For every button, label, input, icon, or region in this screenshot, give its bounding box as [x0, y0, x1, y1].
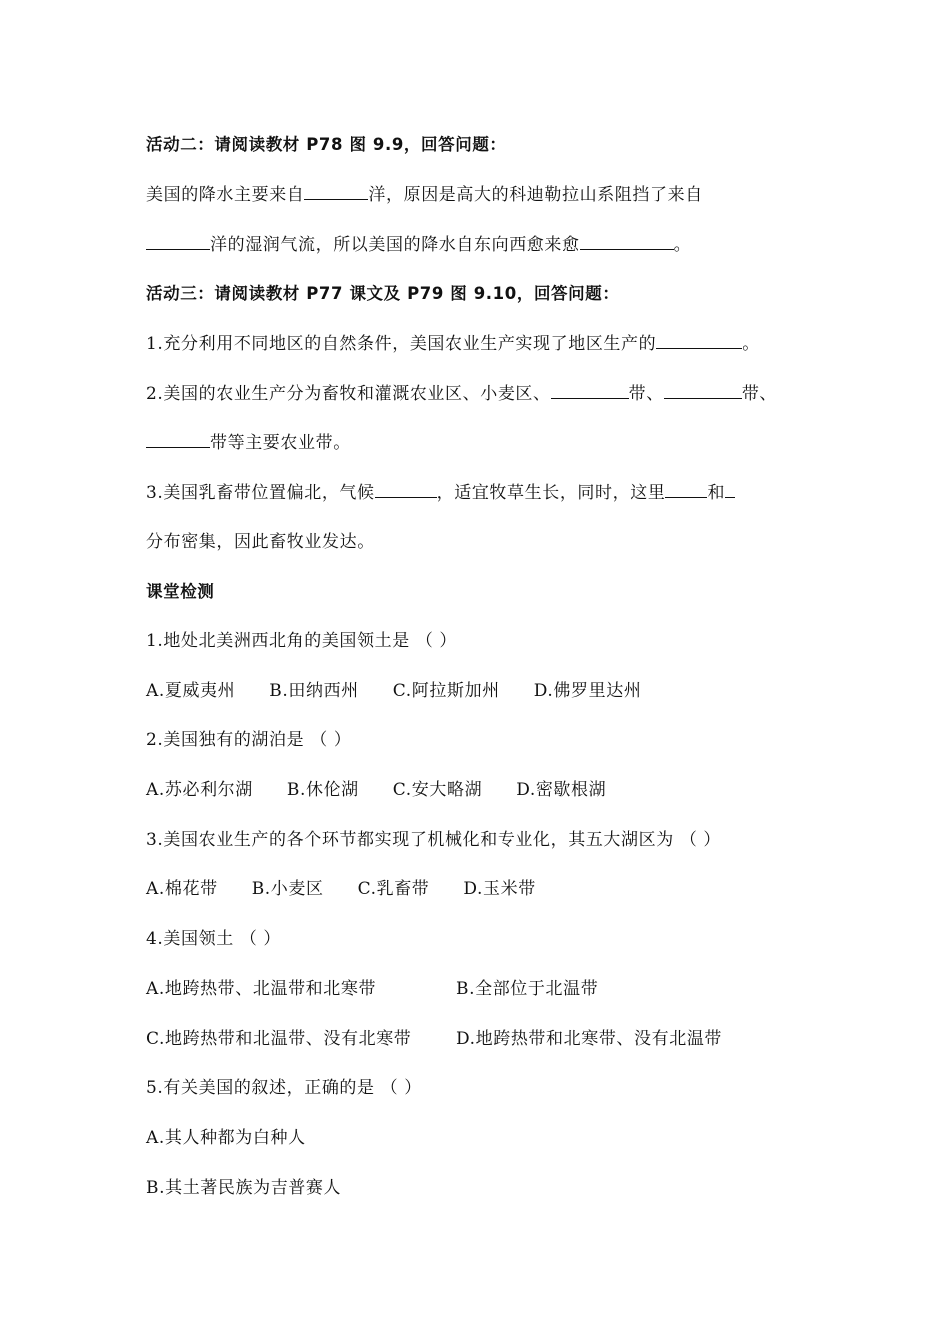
text: 。 [673, 235, 692, 255]
text: 美国的降水主要来自 [146, 185, 305, 205]
activity2-line2 [146, 232, 691, 257]
activity3-q3 [146, 480, 735, 505]
text: ，适宜牧草生长，同时，这里 [436, 483, 666, 503]
activity3-heading: 活动三：请阅读教材 P77 课文及 P79 图 9.10，回答问题： [146, 284, 620, 303]
option-a[interactable]: A.地跨热带、北温带和北寒带 [146, 979, 377, 999]
text: 。 [742, 334, 760, 354]
activity2-line1 [146, 182, 703, 207]
option-b[interactable]: B.小麦区 [251, 879, 324, 899]
answer-blank[interactable] [375, 480, 437, 498]
test-q3: 3.美国农业生产的各个环节都实现了机械化和专业化，其五大湖区为 （ ） [146, 830, 722, 850]
option-c[interactable]: C.安大略湖 [392, 780, 483, 800]
option-b[interactable]: B.休伦湖 [286, 780, 359, 800]
option-c[interactable]: C.阿拉斯加州 [392, 681, 500, 701]
option-a[interactable]: A.其人种都为白种人 [146, 1128, 306, 1148]
activity3-q3-cont: 分布密集，因此畜牧业发达。 [146, 532, 375, 552]
answer-blank[interactable] [725, 480, 735, 498]
answer-blank[interactable] [146, 430, 210, 448]
option-d[interactable]: D.地跨热带和北寒带、没有北温带 [456, 1029, 723, 1049]
option-b[interactable]: B.全部位于北温带 [456, 979, 599, 999]
activity3-q2-cont [146, 430, 351, 455]
activity3-q2 [146, 381, 777, 406]
option-c[interactable]: C.地跨热带和北温带、没有北寒带 [146, 1029, 412, 1049]
text: 带、 [741, 384, 778, 404]
answer-blank[interactable] [656, 331, 742, 349]
option-a[interactable]: A.苏必利尔湖 [146, 780, 253, 800]
text: 2.美国的农业生产分为畜牧和灌溉农业区、小麦区、 [146, 384, 551, 404]
text: 洋，原因是高大的科迪勒拉山系阻挡了来自 [368, 185, 703, 205]
answer-blank[interactable] [146, 232, 210, 250]
test-q4-options-row1 [146, 977, 632, 1001]
answer-blank[interactable] [580, 232, 674, 250]
option-b[interactable]: B.其土著民族为吉普赛人 [146, 1178, 342, 1198]
option-a[interactable]: A.棉花带 [146, 879, 218, 899]
option-d[interactable]: D.密歇根湖 [516, 780, 607, 800]
option-a[interactable]: A.夏威夷州 [146, 681, 236, 701]
text: 3.美国乳畜带位置偏北，气候 [146, 483, 375, 503]
test-q4: 4.美国领土 （ ） [146, 929, 282, 949]
test-q1-options [146, 679, 675, 703]
test-heading: 课堂检测 [146, 582, 215, 601]
activity3-q1 [146, 331, 760, 356]
text: 和 [707, 483, 726, 503]
option-d[interactable]: D.佛罗里达州 [533, 681, 642, 701]
answer-blank[interactable] [551, 381, 629, 399]
option-b[interactable]: B.田纳西州 [269, 681, 359, 701]
text: 洋的湿润气流，所以美国的降水自东向西愈来愈 [210, 235, 580, 255]
answer-blank[interactable] [304, 182, 368, 200]
option-c[interactable]: C.乳畜带 [357, 879, 430, 899]
test-q5: 5.有关美国的叙述，正确的是 （ ） [146, 1078, 422, 1098]
test-q2: 2.美国独有的湖泊是 （ ） [146, 730, 352, 750]
answer-blank[interactable] [665, 480, 707, 498]
text: 1.充分利用不同地区的自然条件，美国农业生产实现了地区生产的 [146, 334, 657, 354]
test-q4-options-row2 [146, 1027, 756, 1051]
test-q1: 1.地处北美洲西北角的美国领土是 （ ） [146, 631, 458, 651]
option-d[interactable]: D.玉米带 [463, 879, 536, 899]
test-q2-options [146, 778, 640, 802]
text: 带等主要农业带。 [210, 433, 351, 453]
text: 带、 [628, 384, 664, 404]
test-q3-options [146, 877, 570, 901]
answer-blank[interactable] [664, 381, 742, 399]
activity2-heading: 活动二：请阅读教材 P78 图 9.9，回答问题： [146, 135, 507, 154]
